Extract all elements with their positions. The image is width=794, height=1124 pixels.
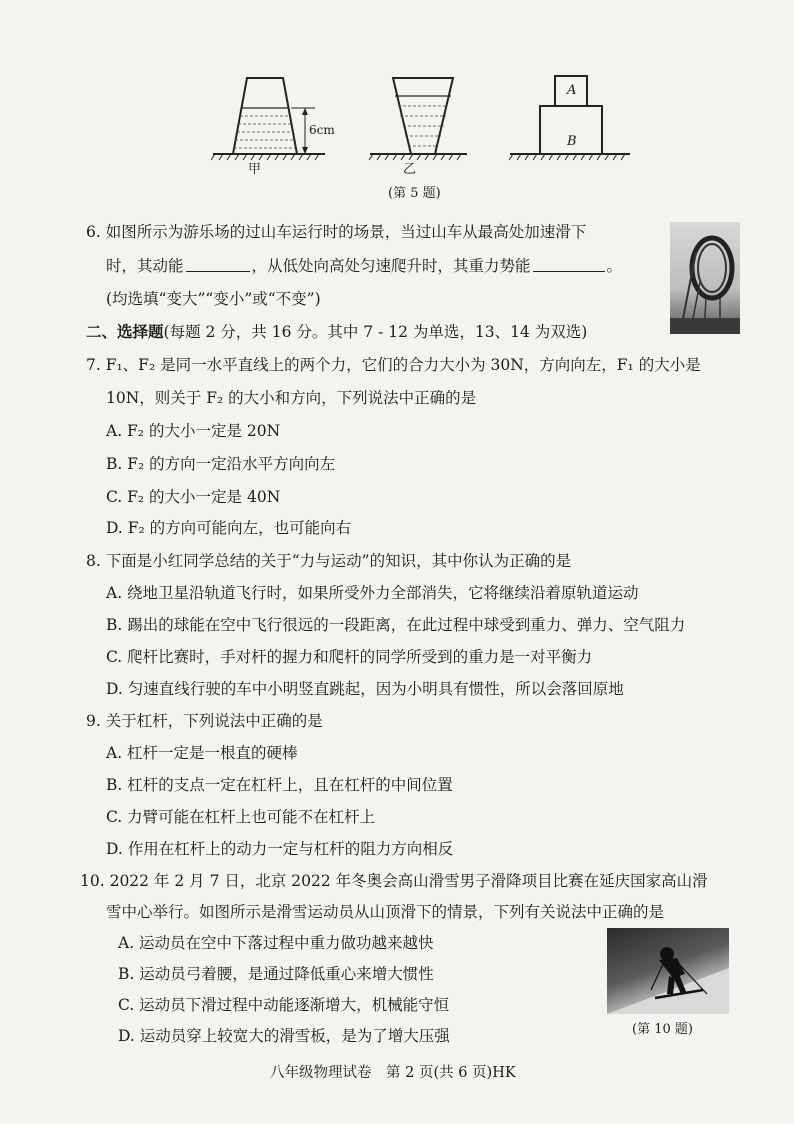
q8-option-a: A. 绕地卫星沿轨道飞行时，如果所受外力全部消失，它将继续沿着原轨道运动 [106, 584, 639, 602]
q10-line2: 雪中心举行。如图所示是滑雪运动员从山顶滑下的情景，下列有关说法中正确的是 [106, 903, 665, 921]
q6-line1: 6. 如图所示为游乐场的过山车运行时的场景，当过山车从最高处加速滑下 [86, 223, 587, 241]
q10-option-a: A. 运动员在空中下落过程中重力做功越来越快 [118, 934, 434, 952]
q9-option-b: B. 杠杆的支点一定在杠杆上，且在杠杆的中间位置 [106, 776, 453, 794]
q9-option-a: A. 杠杆一定是一根直的硬棒 [106, 744, 298, 762]
q8-option-b: B. 踢出的球能在空中飞行很远的一段距离，在此过程中球受到重力、弹力、空气阻力 [106, 616, 686, 634]
q7-option-b: B. F₂ 的方向一定沿水平方向向左 [106, 455, 336, 473]
figure-5-label-jia: 甲 [248, 162, 262, 177]
q6-blank-potential [533, 257, 605, 272]
q6-line3: (均选填“变大”“变小”或“不变”) [106, 290, 321, 308]
q10-option-d: D. 运动员穿上较宽大的滑雪板，是为了增大压强 [118, 1027, 450, 1045]
q6-line2 [106, 256, 622, 276]
q7-option-c: C. F₂ 的大小一定是 40N [106, 488, 281, 506]
figure-5-label-B: B [567, 134, 577, 149]
q9-stem: 9. 关于杠杆，下列说法中正确的是 [86, 712, 323, 730]
q6-line2-part-b: ，从低处向高处匀速爬升时，其重力势能 [251, 257, 531, 275]
section-2-title: 二、选择题 [86, 322, 164, 341]
q7-option-d: D. F₂ 的方向可能向左，也可能向右 [106, 519, 352, 537]
q10-option-c: C. 运动员下滑过程中动能逐渐增大，机械能守恒 [118, 996, 450, 1014]
q10-option-b: B. 运动员弓着腰，是通过降低重心来增大惯性 [118, 965, 434, 983]
skier-photo [607, 928, 729, 1014]
q7-line1: 7. F₁、F₂ 是同一水平直线上的两个力，它们的合力大小为 30N，方向向左，F₁ 的大小是 [86, 356, 701, 374]
q10-line1: 10. 2022 年 2 月 7 日，北京 2022 年冬奥会高山滑雪男子滑降项目比赛在延庆国家高山滑 [80, 872, 708, 890]
figure-5-label-A: A [567, 83, 577, 98]
section-2-heading [86, 322, 587, 342]
figure-5-caption: (第 5 题) [388, 186, 441, 201]
q6-line2-part-c: 。 [606, 257, 623, 275]
q7-line2: 10N，则关于 F₂ 的大小和方向，下列说法中正确的是 [106, 389, 477, 407]
q10-caption: (第 10 题) [632, 1022, 693, 1037]
figure-5-label-yi: 乙 [403, 162, 417, 177]
page-footer: 八年级物理试卷 第 2 页(共 6 页)HK [270, 1065, 516, 1081]
section-2-note: (每题 2 分，共 16 分。其中 7 - 12 为单选，13、14 为双选) [163, 323, 588, 341]
roller-coaster-photo [670, 222, 740, 334]
q6-blank-kinetic [186, 257, 250, 272]
figure-5-label-6cm: 6cm [309, 123, 335, 137]
q7-option-a: A. F₂ 的大小一定是 20N [106, 422, 281, 440]
q8-option-d: D. 匀速直线行驶的车中小明竖直跳起，因为小明具有惯性，所以会落回原地 [106, 680, 624, 698]
q9-option-c: C. 力臂可能在杠杆上也可能不在杠杆上 [106, 808, 376, 826]
q8-option-c: C. 爬杆比赛时，手对杆的握力和爬杆的同学所受到的重力是一对平衡力 [106, 648, 593, 666]
q9-option-d: D. 作用在杠杆上的动力一定与杠杆的阻力方向相反 [106, 840, 454, 858]
q6-line2-part-a: 时，其动能 [106, 257, 184, 275]
q8-stem: 8. 下面是小红同学总结的关于“力与运动”的知识，其中你认为正确的是 [86, 552, 572, 570]
